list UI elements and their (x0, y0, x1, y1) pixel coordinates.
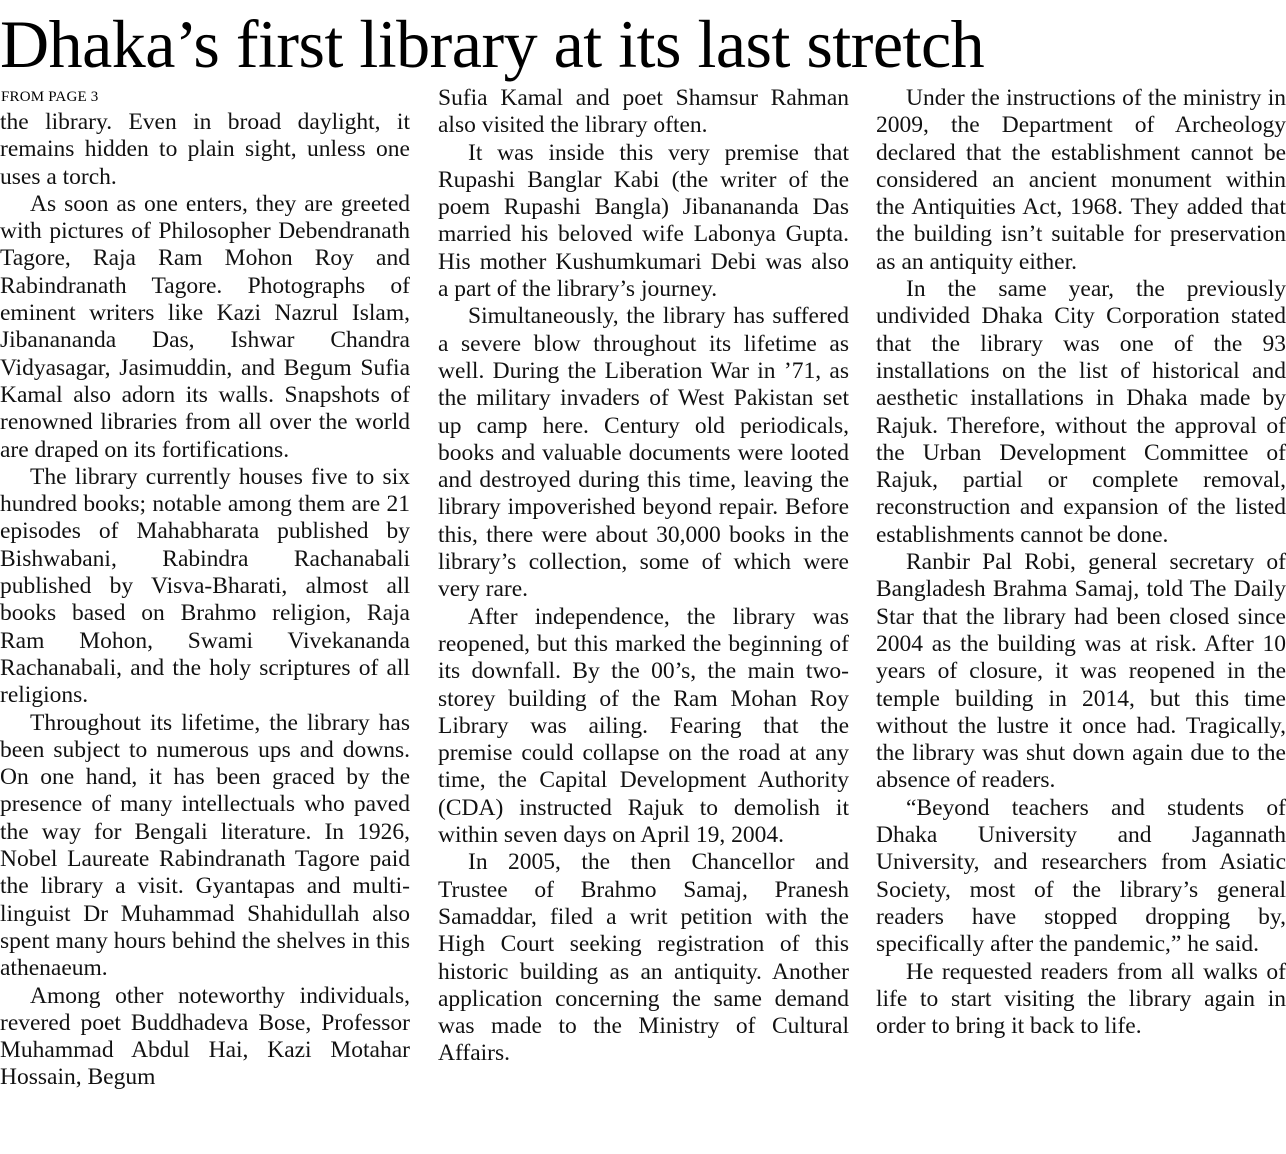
paragraph: the library. Even in broad daylight, it remains hidden to plain sight, unless one uses a torch. (0, 109, 410, 190)
article-column-1 (0, 109, 410, 1092)
paragraph: As soon as one enters, they are greeted with pictures of Philosopher Debendranath Tagore, Raja Ram Mohon Roy and Rabindranath Tagore. Photographs of eminent writers like Kazi Nazrul Islam, Jibanananda Das, Ishwar Chandra Vidyasagar, Jasimuddin, and Begum Sufia Kamal also adorn its walls. Snapshots of renowned libraries from all over the world are draped on its fortifications. (0, 190, 410, 463)
paragraph: In the same year, the previously undivided Dhaka City Corporation stated that the library was one of the 93 installations on the list of historical and aesthetic installations in Dhaka made by Rajuk. Therefore, without the approval of the Urban Development Committee of Rajuk, partial or complete removal, reconstruction and expansion of the listed establishments cannot be done. (876, 276, 1286, 548)
paragraph: It was inside this very premise that Rupashi Banglar Kabi (the writer of the poem Rupashi Bangla) Jibanananda Das married his beloved wife Labonya Gupta. His mother Kushumkumari Debi was also a part of the library’s journey. (438, 139, 849, 303)
paragraph: He requested readers from all walks of life to start visiting the library again in order to bring it back to life. (876, 958, 1286, 1040)
article-column-3 (876, 85, 1286, 1040)
paragraph: Among other noteworthy individuals, revered poet Buddhadeva Bose, Professor Muhammad Abdul Hai, Kazi Motahar Hossain, Begum (0, 982, 410, 1091)
article-column-2 (438, 85, 849, 1068)
paragraph: Throughout its lifetime, the library has been subject to numerous ups and downs. On one hand, it has been graced by the presence of many intellectuals who paved the way for Bengali literature. In 1926, Nobel Laureate Rabindranath Tagore paid the library a visit. Gyantapas and multi-linguist Dr Muhammad Shahidullah also spent many hours behind the shelves in this athenaeum. (0, 709, 410, 982)
paragraph: Simultaneously, the library has suffered a severe blow throughout its lifetime as well. During the Liberation War in ’71, as the military invaders of West Pakistan set up camp here. Century old periodicals, books and valuable documents were looted and destroyed during this time, leaving the library impoverished beyond repair. Before this, there were about 30,000 books in the library’s collection, some of which were very rare. (438, 303, 849, 603)
paragraph: Sufia Kamal and poet Shamsur Rahman also visited the library often. (438, 85, 849, 139)
paragraph: “Beyond teachers and students of Dhaka University and Jagannath University, and researchers from Asiatic Society, most of the library’s general readers have stopped dropping by, specifically after the pandemic,” he said. (876, 794, 1286, 958)
headline: Dhaka’s first library at its last stretch (0, 6, 985, 82)
paragraph: The library currently houses five to six hundred books; notable among them are 21 episodes of Mahabharata published by Bishwabani, Rabindra Rachanabali published by Visva-Bharati, almost all books based on Brahmo religion, Raja Ram Mohon, Swami Vivekananda Rachanabali, and the holy scriptures of all religions. (0, 463, 410, 709)
paragraph: Under the instructions of the ministry in 2009, the Department of Archeology declared that the establishment cannot be considered an ancient monument within the Antiquities Act, 1968. They added that the building isn’t suitable for preservation as an antiquity either. (876, 85, 1286, 275)
continued-from-label: FROM PAGE 3 (1, 89, 99, 105)
paragraph: Ranbir Pal Robi, general secretary of Bangladesh Brahma Samaj, told The Daily Star that the library had been closed since 2004 as the building was at risk. After 10 years of closure, it was reopened in the temple building in 2014, but this time without the lustre it once had. Tragically, the library was shut down again due to the absence of readers. (876, 549, 1286, 794)
paragraph: After independence, the library was reopened, but this marked the beginning of its downfall. By the 00’s, the main two-storey building of the Ram Mohan Roy Library was ailing. Fearing that the premise could collapse on the road at any time, the Capital Development Authority (CDA) instructed Rajuk to demolish it within seven days on April 19, 2004. (438, 603, 849, 849)
paragraph: In 2005, the then Chancellor and Trustee of Brahmo Samaj, Pranesh Samaddar, filed a writ petition with the High Court seeking registration of this historic building as an antiquity. Another application concerning the same demand was made to the Ministry of Cultural Affairs. (438, 849, 849, 1067)
